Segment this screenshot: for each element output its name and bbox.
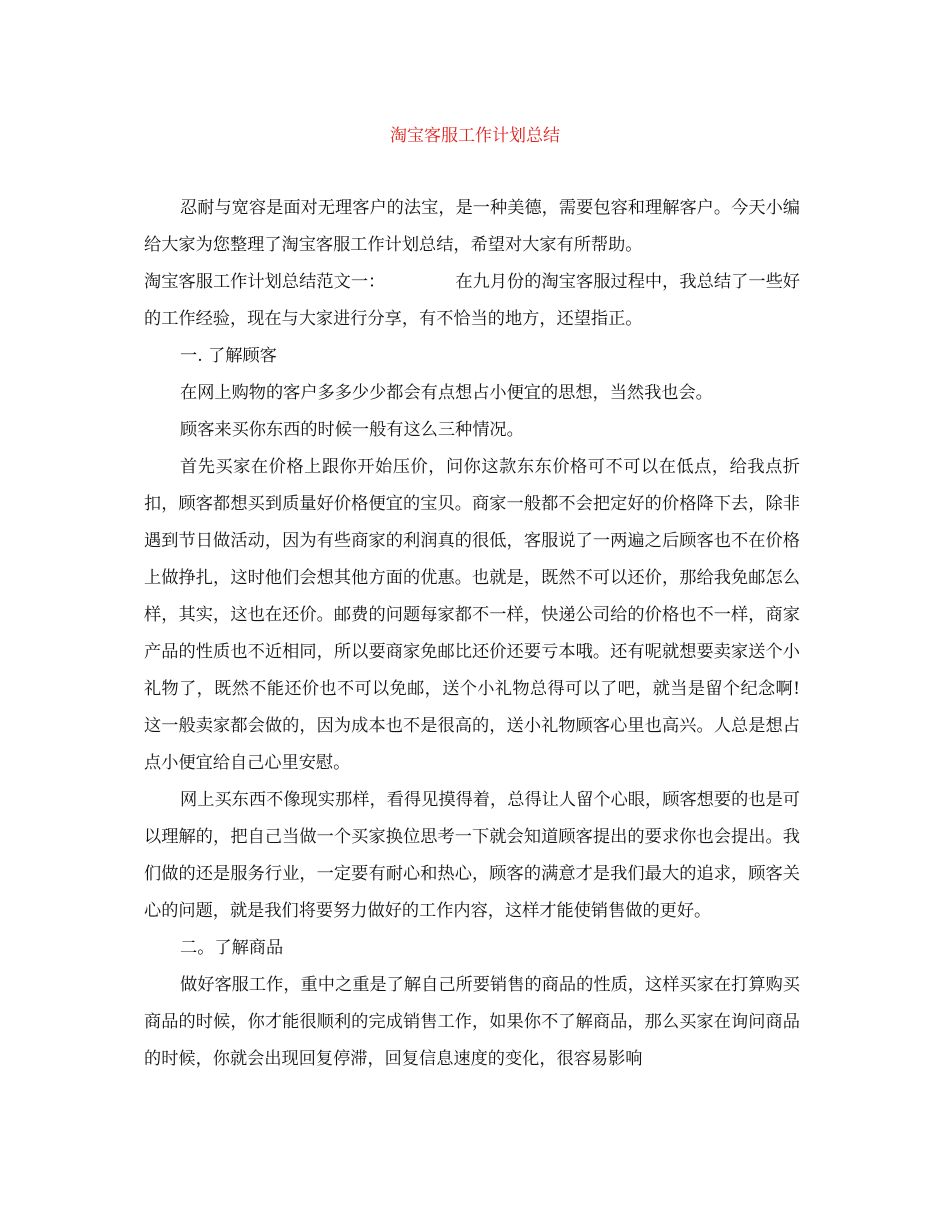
intro-paragraph: 忍耐与宽容是面对无理客户的法宝，是一种美德，需要包容和理解客户。今天小编给大家为您整理了淘宝客服工作计划总结，希望对大家有所帮助。 <box>144 198 800 255</box>
section-1-paragraph-4: 网上买东西不像现实那样，看得见摸得着，总得让人留个心眼，顾客想要的也是可以理解的，把自己当做一个买家换位思考一下就会知道顾客提出的要求你也会提出。我们做的还是服务行业，一定要有耐心和热心，顾客的满意才是我们最大的追求，顾客关心的问题，就是我们将要努力做好的工作内容，这样才能使销售做的更好。 <box>144 790 800 921</box>
section-1-heading: 一. 了解顾客 <box>180 346 277 366</box>
section-2-paragraph-1: 做好客服工作，重中之重是了解自己所要销售的商品的性质，这样买家在打算购买商品的时候，你才能很顺利的完成销售工作，如果你不了解商品，那么买家在询问商品的时候，你就会出现回复停滞，回复信息速度的变化，很容易影响 <box>144 975 800 1069</box>
document-title: 淘宝客服工作计划总结 <box>390 126 560 146</box>
section-1-paragraph-1: 在网上购物的客户多多少少都会有点想占小便宜的思想，当然我也会。 <box>180 383 713 403</box>
section-2-heading: 二。了解商品 <box>180 938 284 958</box>
section-1-paragraph-2: 顾客来买你东西的时候一般有这么三种情况。 <box>180 420 524 440</box>
sample-label: 淘宝客服工作计划总结范文一： <box>144 272 386 292</box>
section-1-paragraph-3: 首先买家在价格上跟你开始压价，问你这款东东价格可不可以在低点，给我点折扣，顾客都想买到质量好价格便宜的宝贝。商家一般都不会把定好的价格降下去，除非遇到节日做活动，因为有些商家的利润真的很低，客服说了一两遍之后顾客也不在价格上做挣扎，这时他们会想其他方面的优惠。也就是，既然不可以还价，那给我免邮怎么样，其实，这也在还价。邮费的问题每家都不一样，快递公司给的价格也不一样，商家产品的性质也不近相同，所以要商家免邮比还价还要亏本哦。还有呢就想要卖家送个小礼物了，既然不能还价也不可以免邮，送个小礼物总得可以了吧，就当是留个纪念啊!这一般卖家都会做的，因为成本也不是很高的，送小礼物顾客心里也高兴。人总是想占点小便宜给自己心里安慰。 <box>144 457 800 773</box>
sample-text: 在九月份的淘宝客服过程中，我总结了一些好的工作经验，现在与大家进行分享，有不恰当的地方，还望指正。 <box>144 272 800 329</box>
sample-paragraph <box>144 264 800 338</box>
document-body <box>144 190 800 1078</box>
